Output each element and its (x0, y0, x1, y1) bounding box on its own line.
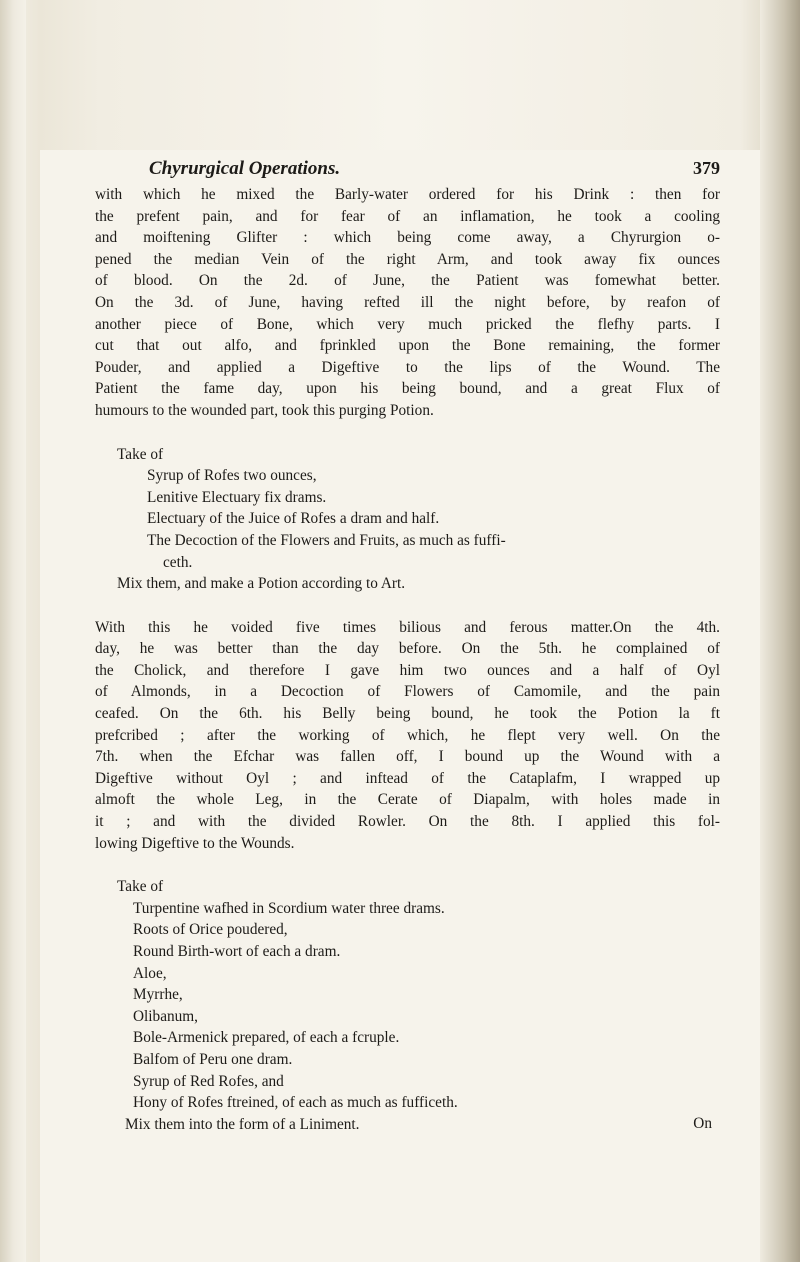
recipe-item: ceth. (163, 553, 193, 571)
text-line: cut that out alfo, and fprinkled upon the Bone remaining, the former (95, 337, 720, 355)
recipe-item: Aloe, (133, 964, 167, 982)
text-line: 7th. when the Efchar was fallen off, I bound up the Wound with a (95, 748, 720, 766)
recipe-item: Roots of Orice poudered, (133, 921, 288, 939)
text-line: humours to the wounded part, took this purging Potion. (95, 401, 434, 419)
text-line: With this he voided five times bilious and ferous matter.On the 4th. (95, 618, 720, 636)
recipe-item: Electuary of the Juice of Rofes a dram and half. (147, 510, 440, 528)
text-line: the prefent pain, and for fear of an inflamation, he took a cooling (95, 207, 720, 225)
catchword: On (693, 1115, 712, 1133)
recipe-item: Round Birth-wort of each a dram. (133, 943, 341, 960)
binding-shadow (0, 0, 26, 1262)
recipe-heading: Take of (117, 878, 164, 896)
text-line: of Almonds, in a Decoction of Flowers of Camomile, and the pain (95, 683, 720, 701)
running-head-title: Chyrurgical Operations. (149, 158, 341, 179)
page-number: 379 (693, 158, 720, 178)
text-line: it ; and with the divided Rowler. On the 8th. I applied this fol- (95, 813, 720, 831)
text-line: lowing Digeftive to the Wounds. (95, 834, 295, 852)
recipe-item: Turpentine wafhed in Scordium water three drams. (133, 899, 445, 917)
recipe-1 (95, 444, 720, 595)
text-line: Patient the fame day, upon his being bound, and a great Flux of (95, 380, 720, 398)
paragraph-1 (95, 184, 720, 422)
text-line: another piece of Bone, which very much pricked the flefhy parts. I (95, 315, 720, 333)
recipe-item: Bole-Armenick prepared, of each a fcruple. (133, 1029, 400, 1047)
text-line: and moiftening Glifter : which being come away, a Chyrurgion o- (95, 229, 720, 247)
text-line: Pouder, and applied a Digeftive to the lips of the Wound. The (95, 358, 720, 376)
text-line: of blood. On the 2d. of June, the Patient was fomewhat better. (95, 272, 720, 290)
recipe-item: Balfom of Peru one dram. (133, 1050, 293, 1068)
recipe-closing: Mix them, and make a Potion according to Art. (117, 575, 406, 593)
text-line: prefcribed ; after the working of which, he flept very well. On the (95, 726, 720, 744)
text-line: with which he mixed the Barly-water ordered for his Drink : then for (95, 186, 720, 203)
text-line: day, he was better than the day before. On the 5th. he complained of (95, 640, 720, 658)
page-text (95, 158, 720, 1135)
recipe-item: Lenitive Electuary fix drams. (147, 488, 327, 506)
recipe-closing: Mix them into the form of a Liniment. (125, 1115, 360, 1133)
text-line: pened the median Vein of the right Arm, and took away fix ounces (95, 250, 720, 268)
paragraph-2 (95, 617, 720, 855)
text-line: ceafed. On the 6th. his Belly being bound, he took the Potion la ft (95, 705, 720, 723)
recipe-2 (95, 876, 720, 1135)
text-line: the Cholick, and therefore I gave him two ounces and a half of Oyl (95, 661, 720, 679)
recipe-item: Olibanum, (133, 1007, 199, 1025)
recipe-item: Syrup of Rofes two ounces, (147, 467, 317, 485)
text-line: On the 3d. of June, having refted ill the night before, by reafon of (95, 293, 720, 311)
text-line: Digeftive without Oyl ; and inftead of the Cataplafm, I wrapped up (95, 769, 720, 787)
running-head (149, 158, 720, 184)
recipe-item: The Decoction of the Flowers and Fruits, as much as fuffi- (147, 531, 506, 549)
recipe-item: Hony of Rofes ftreined, of each as much as fufficeth. (133, 1094, 458, 1112)
recipe-item: Syrup of Red Rofes, and (133, 1072, 284, 1090)
text-line: almoft the whole Leg, in the Cerate of Diapalm, with holes made in (95, 791, 720, 809)
page-edge (760, 0, 800, 1262)
recipe-heading: Take of (117, 445, 164, 463)
recipe-item: Myrrhe, (133, 986, 183, 1004)
